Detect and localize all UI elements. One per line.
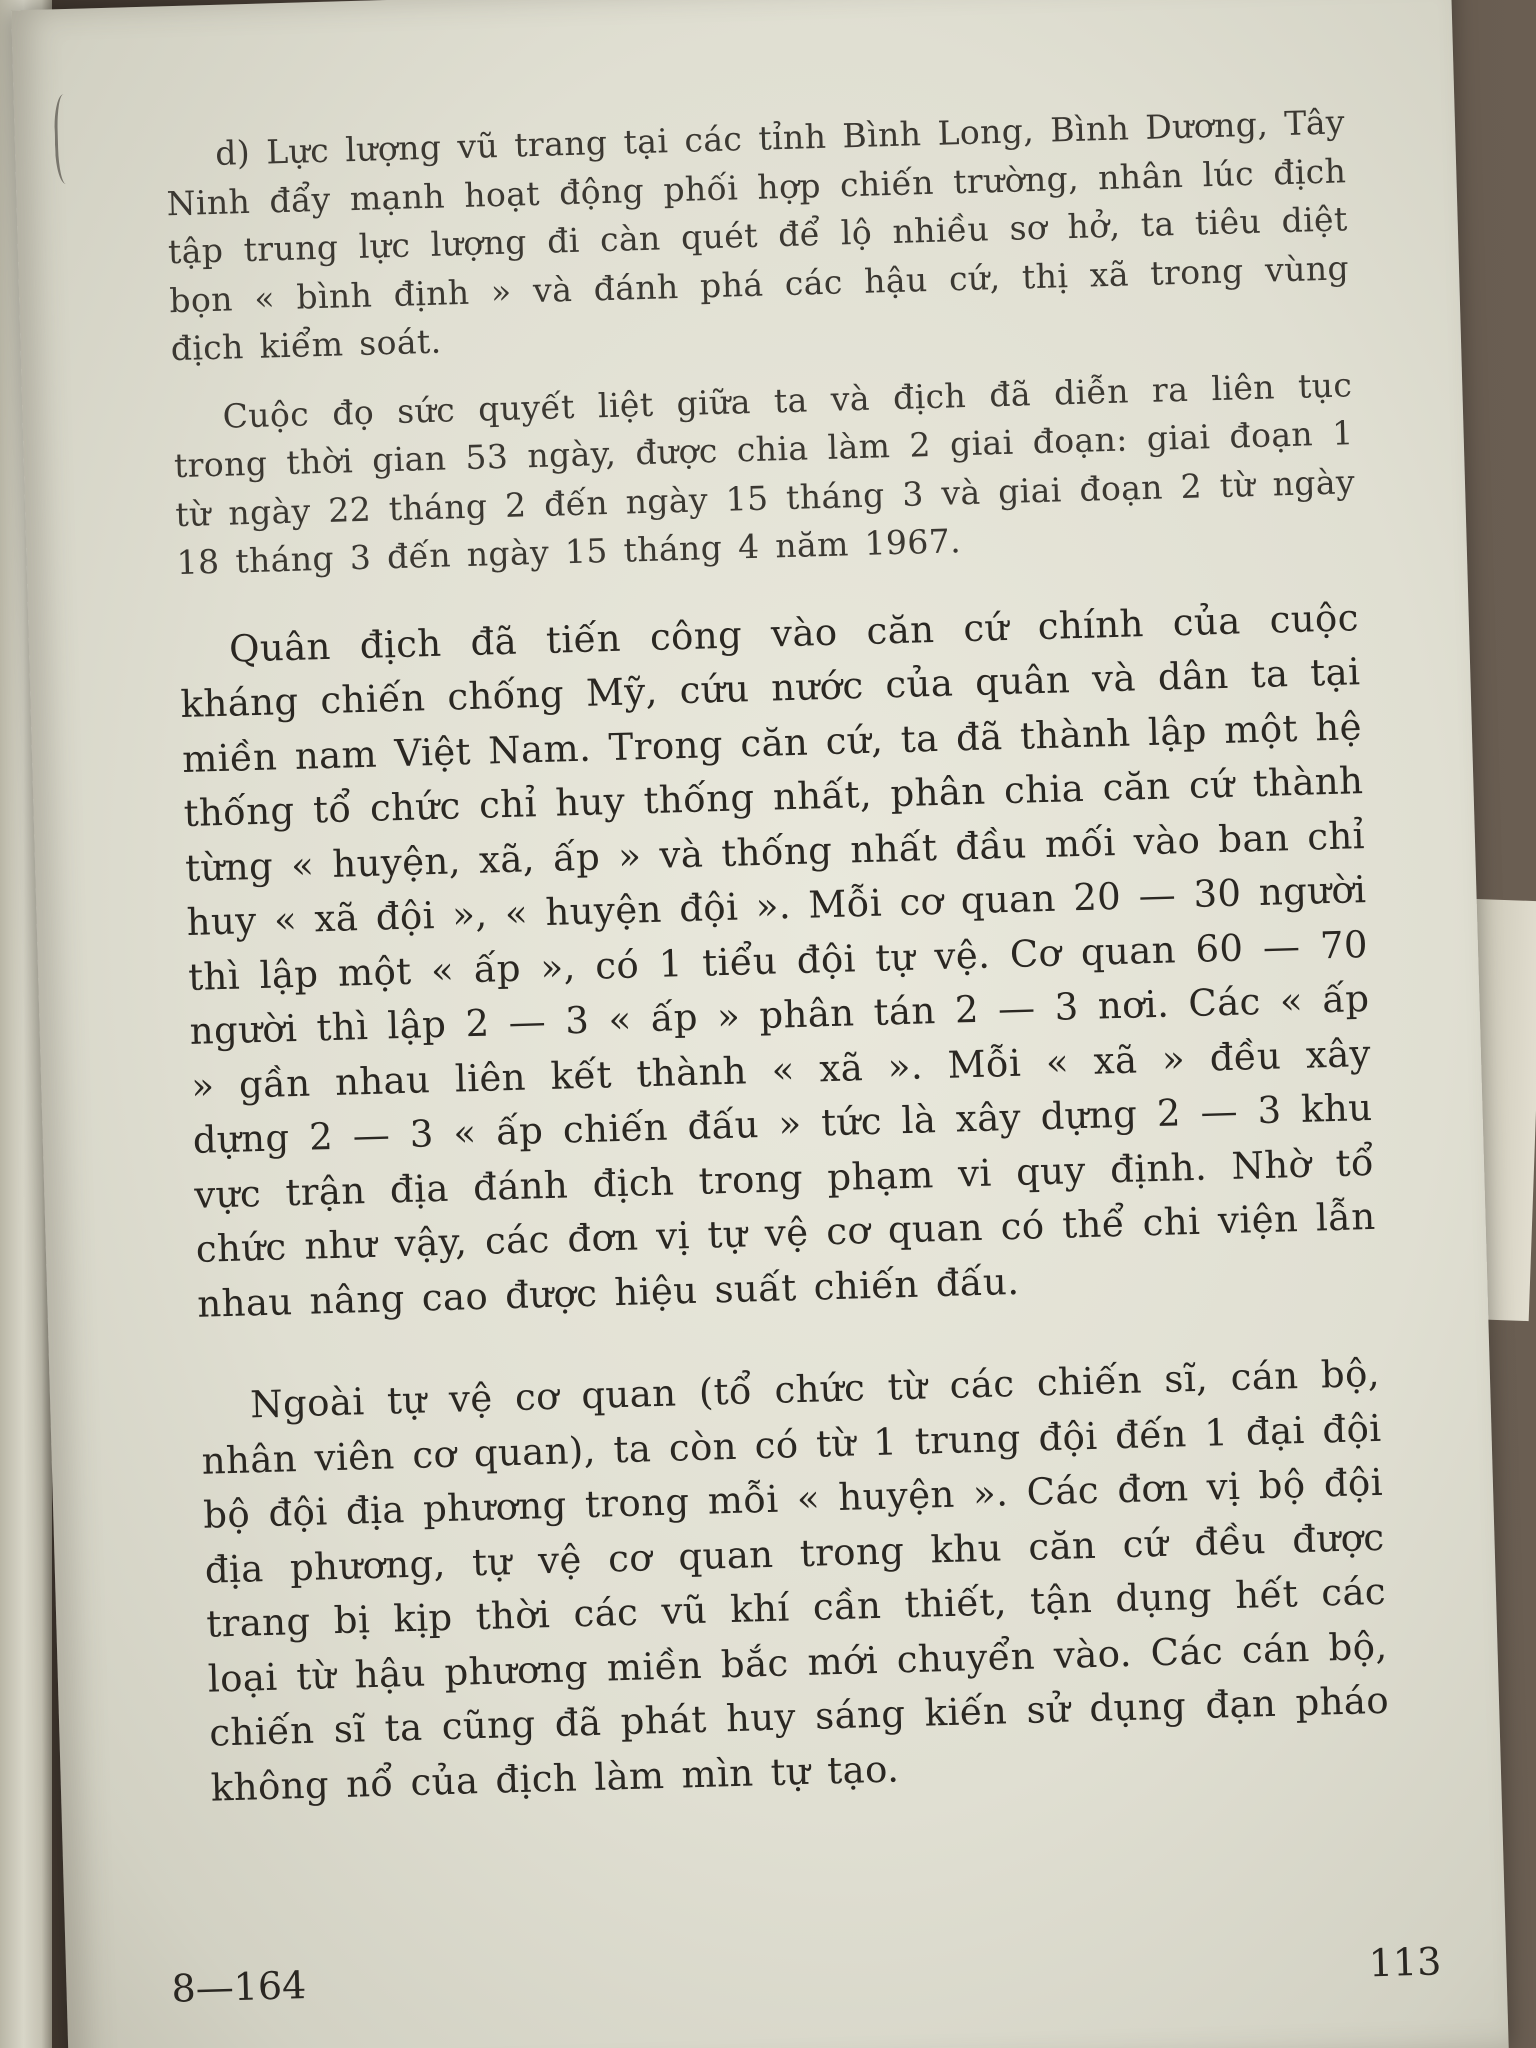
- paragraph: Cuộc đọ sức quyết liệt giữa ta và địch đã diễn ra liên tục trong thời gian 53 ngày, được chia làm 2 giai đoạn: giai đoạn 1 từ ngày 22 tháng 2 đến ngày 15 tháng 3 và giai đoạn 2 từ ngày 18 tháng 3 đến ngày 15 tháng 4 năm 1967.: [173, 364, 1356, 583]
- book-page: [11, 0, 1509, 2048]
- page-number: 113: [1368, 1939, 1442, 1986]
- page-body: [165, 98, 1392, 1815]
- paragraph: Quân địch đã tiến công vào căn cứ chính của cuộc kháng chiến chống Mỹ, cứu nước của quân và dân ta tại miền nam Việt Nam. Trong căn cứ, ta đã thành lập một hệ thống tổ chức chỉ huy thống nhất, phân chia căn cứ thành từng « huyện, xã, ấp » và thống nhất đầu mối vào ban chỉ huy « xã đội », « huyện đội ». Mỗi cơ quan 20 — 30 người thì lập một « ấp », có 1 tiểu đội tự vệ. Cơ quan 60 — 70 người thì lập 2 — 3 « ấp » phân tán 2 — 3 nơi. Các « ấp » gần nhau liên kết thành « xã ». Mỗi « xã » đều xây dựng 2 — 3 « ấp chiến đấu » tức là xây dựng 2 — 3 khu vực trận địa đánh địch trong phạm vi quy định. Nhờ tổ chức như vậy, các đơn vị tự vệ cơ quan có thể chi viện lẫn nhau nâng cao được hiệu suất chiến đấu.: [180, 595, 1377, 1326]
- page-footer: [170, 1931, 1442, 2011]
- paragraph: d) Lực lượng vũ trang tại các tỉnh Bình Long, Bình Dương, Tây Ninh đẩy mạnh hoạt động phối hợp chiến trường, nhân lúc địch tập trung lực lượng đi càn quét để lộ nhiều sơ hở, ta tiêu diệt bọn « bình định » và đánh phá các hậu cứ, thị xã trong vùng địch kiểm soát.: [166, 102, 1350, 369]
- margin-bracket-mark: [54, 94, 82, 185]
- printer-signature: 8—164: [170, 1963, 307, 2011]
- paragraph: Ngoài tự vệ cơ quan (tổ chức từ các chiến sĩ, cán bộ, nhân viên cơ quan), ta còn có từ 1 trung đội đến 1 đại đội bộ đội địa phương trong mỗi « huyện ». Các đơn vị bộ đội địa phương, tự vệ cơ quan trong khu căn cứ đều được trang bị kịp thời các vũ khí cần thiết, tận dụng hết các loại từ hậu phương miền bắc mới chuyển vào. Các cán bộ, chiến sĩ ta cũng đã phát huy sáng kiến sử dụng đạn pháo không nổ của địch làm mìn tự tạo.: [201, 1351, 1390, 1810]
